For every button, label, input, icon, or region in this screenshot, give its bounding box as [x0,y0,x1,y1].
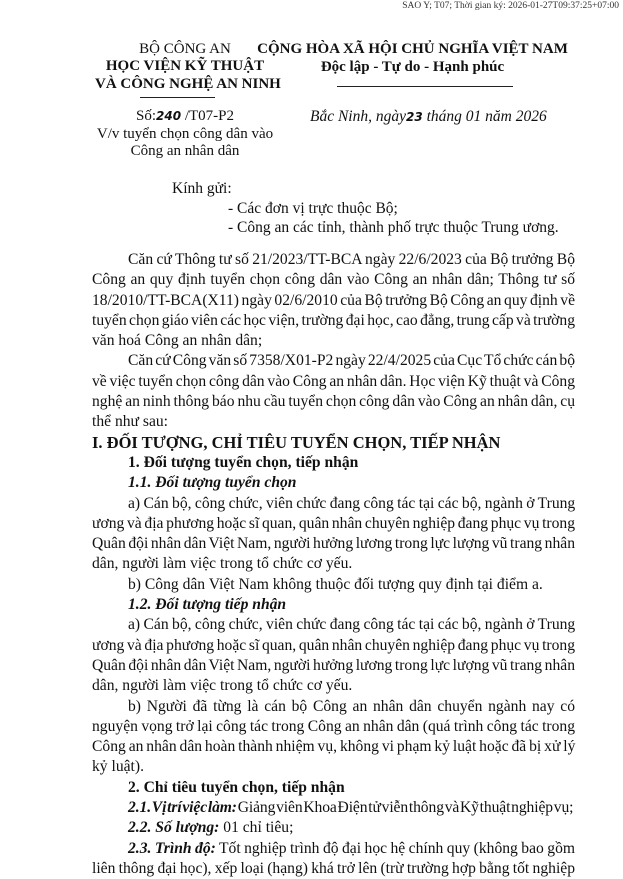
text-line: tuyển chọn giáo viên các học viện, trường đại học, cao đẳng, trung cấp và trường [92,311,575,329]
text-line: liên thông đại học), xếp loại (hạng) khá trở lên (trừ trường hợp bằng tốt nghiệp [92,859,575,877]
text-line: nghệ an ninh thông báo nhu cầu tuyển chọn công dân vào Công an nhân dân, cụ [92,393,575,411]
place-date-prefix: Bắc Ninh, ngày [310,108,406,125]
ministry-name: BỘ CÔNG AN [139,41,231,57]
text-line: a) Cán bộ, công chức, viên chức đang công tác tại các bộ, ngành ở Trung [128,616,576,634]
text-line: Quân đội nhân dân Việt Nam, người hưởng lương trong lực lượng vũ trang nhân [92,656,575,674]
org-name-line2: VÀ CÔNG NGHỆ AN NINH [95,76,281,92]
recipient-item: - Công an các tỉnh, thành phố trực thuộc Trung ương. [228,219,559,236]
doc-number-prefix: Số: [136,108,157,124]
divider [140,97,215,98]
subject-line2: Công an nhân dân [130,143,240,159]
text-line: về việc tuyển chọn công dân vào Công an nhân dân. Học viện Kỹ thuật và Công [92,372,575,390]
text-line [92,798,575,818]
text-line: Công an nhân dân hoàn thành nhiệm vụ, không vi phạm kỷ luật hoặc đã bị xử lý [92,738,576,756]
text-line: thể như sau: [92,413,169,431]
text-line: b) Người đã từng là cán bộ Công an nhân dân chuyển ngành nay có [128,697,575,715]
motto: Độc lập - Tự do - Hạnh phúc [320,59,505,75]
date-day-handwritten: 23 [406,110,423,124]
text-line: b) Công dân Việt Nam không thuộc đối tượng quy định tại điểm a. [128,575,543,593]
doc-number-suffix: /T07-P2 [181,108,234,124]
text-line: ương và địa phương hoặc sĩ quan, quân nhân chuyên nghiệp đang phục vụ trong [92,636,575,654]
subsection-heading: 1.2. Đối tượng tiếp nhận [128,596,287,614]
text-line: văn hoá Công an nhân dân; [92,332,263,350]
signature-stamp: SAO Y; T07; Thời gian ký: 2026-01-27T09:37:25+07:00 [402,1,619,11]
text-line: Quân đội nhân dân Việt Nam, người hưởng lương trong lực lượng vũ trang nhân [92,535,575,553]
document-number [95,108,275,125]
section-heading: I. ĐỐI TƯỢNG, CHỈ TIÊU TUYỂN CHỌN, TIẾP NHẬN [92,432,501,452]
document-body [92,250,575,879]
text-line: nguyện vọng trở lại công tác trong Công an nhân dân (quá trình công tác trong [92,717,575,735]
item-text: Tốt nghiệp trình độ đại học hệ chính quy (không bao gồm [215,839,576,857]
subject-line1: V/v tuyển chọn công dân vào [96,126,274,142]
place-date [310,108,547,126]
text-line: Căn cứ Công văn số 7358/X01-P2 ngày 22/4/2025 của Cục Tổ chức cán bộ [128,352,575,370]
text-line [92,839,575,859]
divider [337,86,513,87]
org-name-line1: HỌC VIỆN KỸ THUẬT [105,58,265,74]
subsection-heading: 2. Chỉ tiêu tuyển chọn, tiếp nhận [128,778,345,796]
place-date-suffix: tháng 01 năm 2026 [422,108,547,125]
item-label: 2.2. Số lượng: [128,819,220,837]
text-line [92,818,575,838]
text-line: kỷ luật). [92,758,144,776]
item-text: Giảng viên Khoa Điện tử viễn thông và Kỹ thuật nghiệp vụ; [236,799,574,817]
doc-number-handwritten: 240 [156,109,182,123]
text-line: Công an quy định tuyển chọn công dân vào Công an nhân dân; Thông tư số [92,271,575,289]
recipient-item: - Các đơn vị trực thuộc Bộ; [228,200,398,217]
text-line: Căn cứ Thông tư số 21/2023/TT-BCA ngày 22/6/2023 của Bộ trưởng Bộ [128,251,575,268]
item-text: 01 chỉ tiêu; [219,819,294,837]
subsection-heading: 1.1. Đối tượng tuyển chọn [128,474,297,492]
text-line: a) Cán bộ, công chức, viên chức đang công tác tại các bộ, ngành ở Trung [128,494,576,512]
text-line: ương và địa phương hoặc sĩ quan, quân nhân chuyên nghiệp đang phục vụ trong [92,514,575,532]
item-label: 2.1. Vị trí việc làm: [128,799,237,817]
text-line: 18/2010/TT-BCA(X11) ngày 02/6/2010 của Bộ trưởng Bộ Công an quy định về [92,291,575,309]
recipients-label: Kính gửi: [172,180,232,197]
text-line: dân, người làm việc trong tổ chức cơ yếu. [92,555,353,573]
item-label: 2.3. Trình độ: [128,839,216,857]
country-name: CỘNG HÒA XÃ HỘI CHỦ NGHĨA VIỆT NAM [257,41,568,57]
text-line: dân, người làm việc trong tổ chức cơ yếu. [92,677,353,695]
subsection-heading: 1. Đối tượng tuyển chọn, tiếp nhận [128,453,359,471]
